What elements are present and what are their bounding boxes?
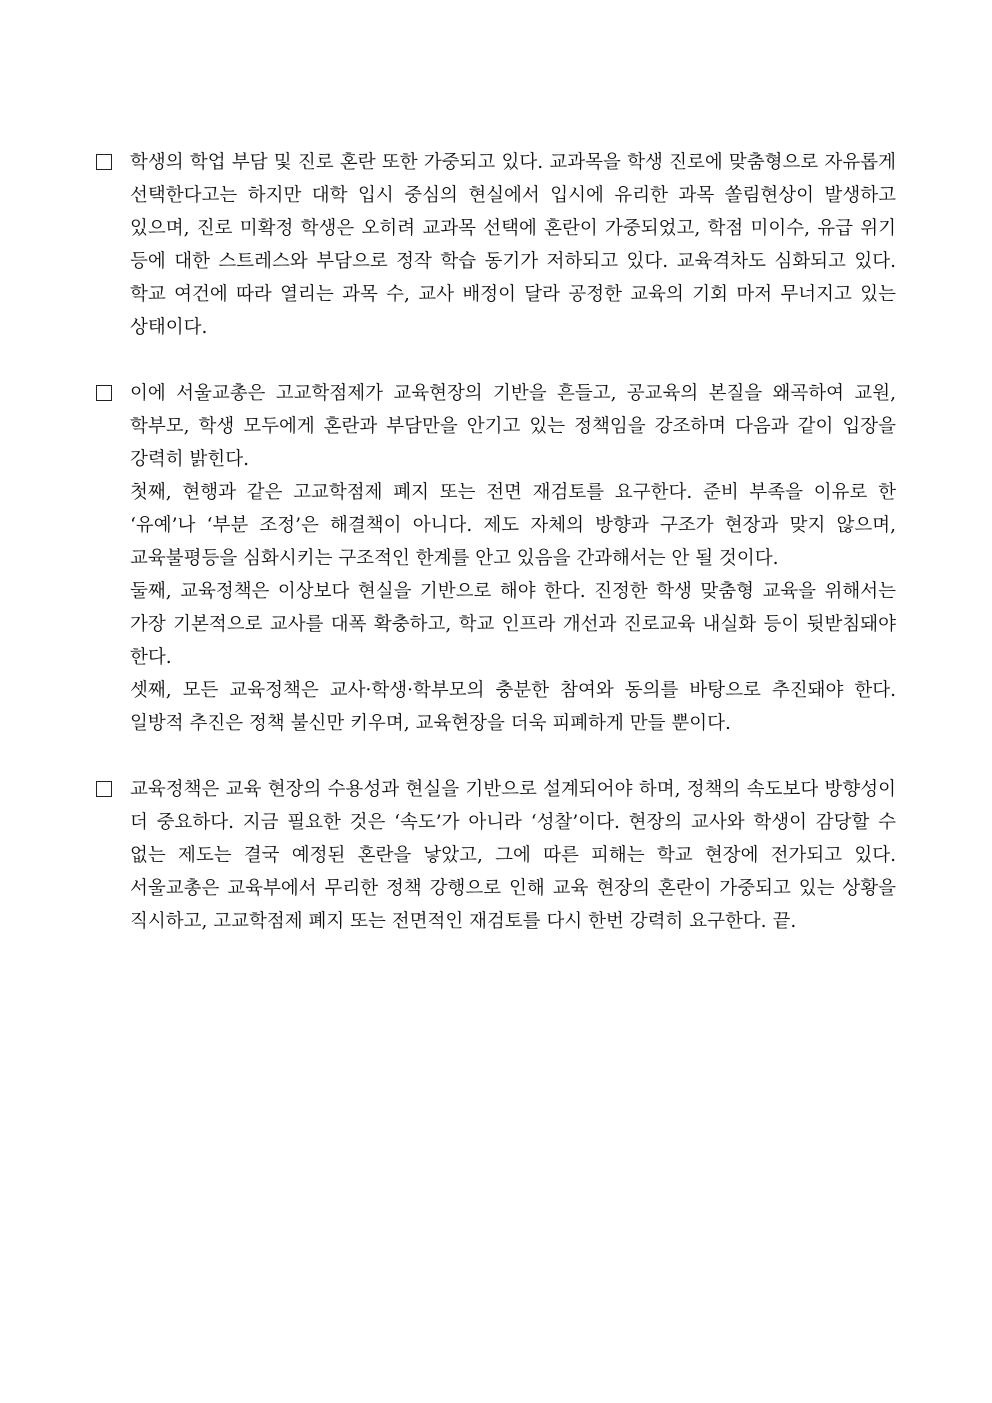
section-conclusion <box>96 773 896 938</box>
checkbox-bullet-icon <box>96 154 112 170</box>
section-student-burden <box>96 146 896 344</box>
paragraph-second-demand: 둘째, 교육정책은 이상보다 현실을 기반으로 해야 한다. 진정한 학생 맞춤형 교육을 위해서는 가장 기본적으로 교사를 대폭 확충하고, 학교 인프라 개선과 진로교육 내실화 등이 뒷받침돼야 한다. <box>130 581 896 668</box>
document-body <box>96 146 896 938</box>
paragraph-intro: 이에 서울교총은 고교학점제가 교육현장의 기반을 흔들고, 공교육의 본질을 왜곡하여 교원, 학부모, 학생 모두에게 혼란과 부담만을 안기고 있는 정책임을 강조하며 다음과 같이 입장을 강력히 밝힌다. <box>130 383 896 470</box>
checkbox-bullet-icon <box>96 781 112 797</box>
section-position-statement <box>96 377 896 740</box>
paragraph-third-demand: 셋째, 모든 교육정책은 교사·학생·학부모의 충분한 참여와 동의를 바탕으로 추진돼야 한다. 일방적 추진은 정책 불신만 키우며, 교육현장을 더욱 피폐하게 만들 뿐이다. <box>130 680 896 734</box>
paragraph: 학생의 학업 부담 및 진로 혼란 또한 가중되고 있다. 교과목을 학생 진로에 맞춤형으로 자유롭게 선택한다고는 하지만 대학 입시 중심의 현실에서 입시에 유리한 과목 쏠림현상이 발생하고 있으며, 진로 미확정 학생은 오히려 교과목 선택에 혼란이 가중되었고, 학점 미이수, 유급 위기 등에 대한 스트레스와 부담으로 정작 학습 동기가 저하되고 있다. 교육격차도 심화되고 있다. 학교 여건에 따라 열리는 과목 수, 교사 배정이 달라 공정한 교육의 기회 마저 무너지고 있는 상태이다. <box>130 152 896 338</box>
paragraph-conclusion: 교육정책은 교육 현장의 수용성과 현실을 기반으로 설계되어야 하며, 정책의 속도보다 방향성이 더 중요하다. 지금 필요한 것은 ‘속도’가 아니라 ‘성찰’이다. 현장의 교사와 학생이 감당할 수 없는 제도는 결국 예정된 혼란을 낳았고, 그에 따른 피해는 학교 현장에 전가되고 있다. 서울교총은 교육부에서 무리한 정책 강행으로 인해 교육 현장의 혼란이 가중되고 있는 상황을 직시하고, 고교학점제 폐지 또는 전면적인 재검토를 다시 한번 강력히 요구한다. 끝. <box>130 779 896 932</box>
checkbox-bullet-icon <box>96 385 112 401</box>
paragraph-first-demand: 첫째, 현행과 같은 고교학점제 폐지 또는 전면 재검토를 요구한다. 준비 부족을 이유로 한 ‘유예’나 ‘부분 조정’은 해결책이 아니다. 제도 자체의 방향과 구조가 현장과 맞지 않으며, 교육불평등을 심화시키는 구조적인 한계를 안고 있음을 간과해서는 안 될 것이다. <box>130 482 896 569</box>
